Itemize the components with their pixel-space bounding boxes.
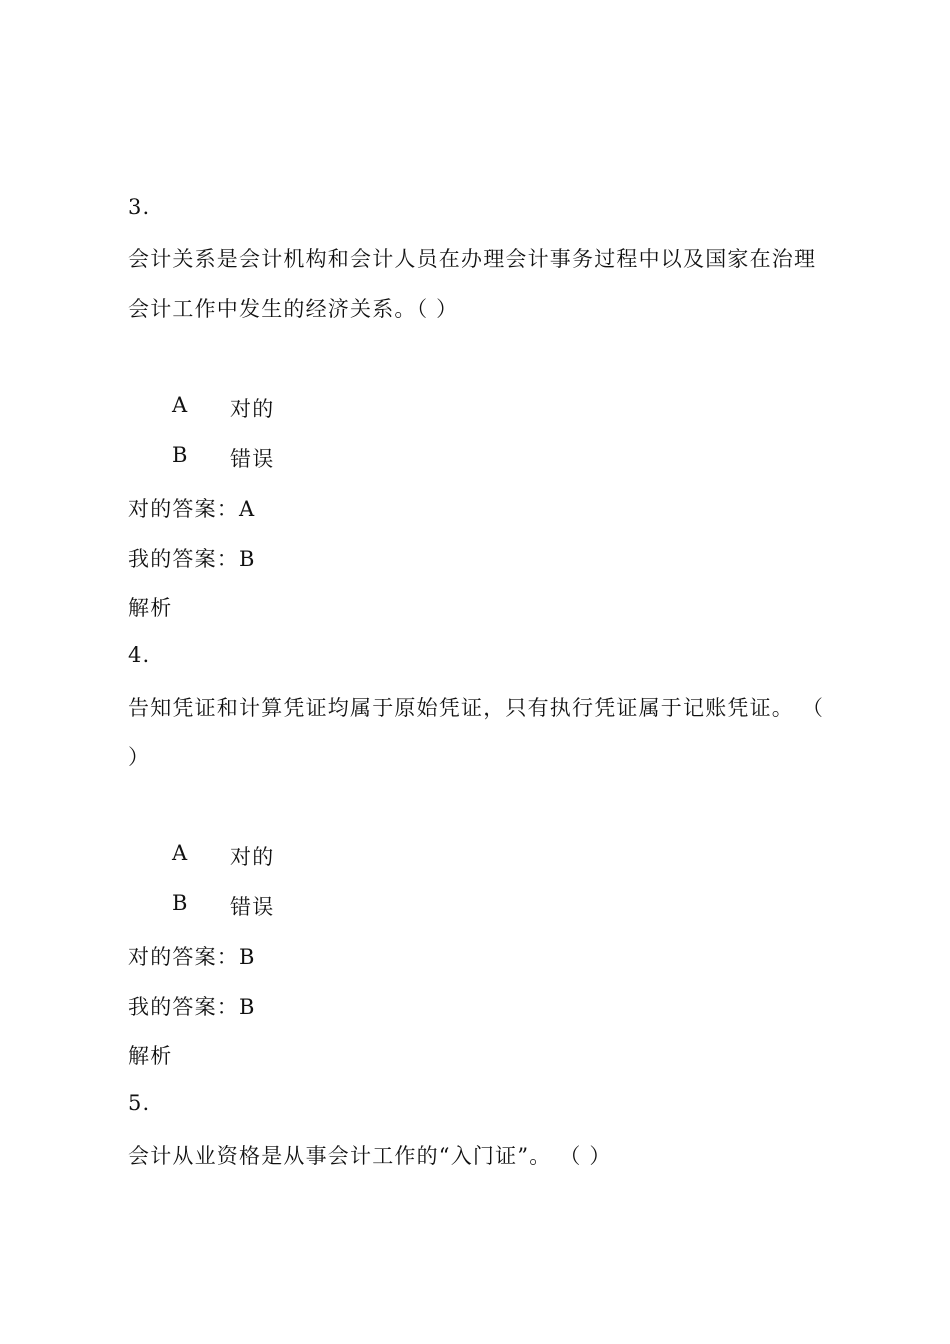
question-3-option-a-letter[interactable]: A: [172, 393, 188, 417]
question-4-option-a-letter[interactable]: A: [172, 841, 188, 865]
question-4-correct-answer: 对的答案：B: [128, 945, 256, 969]
question-4-analysis: 解析: [128, 1044, 173, 1068]
question-3-text-line2: 会计工作中发生的经济关系。（ ）: [128, 297, 459, 321]
question-4-my-answer: 我的答案：B: [128, 995, 256, 1019]
question-3-option-b-letter[interactable]: B: [172, 443, 188, 467]
question-3-text-line1: 会计关系是会计机构和会计人员在办理会计事务过程中以及国家在治理: [128, 247, 817, 271]
question-3-analysis: 解析: [128, 596, 173, 620]
question-4-option-a-text[interactable]: 对的: [230, 845, 275, 869]
question-3-option-a-text[interactable]: 对的: [230, 397, 275, 421]
question-4-text-line1: 告知凭证和计算凭证均属于原始凭证，只有执行凭证属于记账凭证。 （: [128, 696, 825, 720]
question-3-correct-answer: 对的答案：A: [128, 497, 256, 521]
question-4-option-b-text[interactable]: 错误: [230, 895, 275, 919]
question-4-number: 4.: [128, 643, 151, 667]
question-4-text-line2: ）: [128, 745, 151, 769]
question-5-number: 5.: [128, 1091, 151, 1115]
question-3-option-b-text[interactable]: 错误: [230, 447, 275, 471]
question-4-option-b-letter[interactable]: B: [172, 891, 188, 915]
question-5-text-line1: 会计从业资格是从事会计工作的“入门证”。 （ ）: [128, 1144, 612, 1168]
question-3-number: 3.: [128, 195, 151, 219]
question-3-my-answer: 我的答案：B: [128, 547, 256, 571]
